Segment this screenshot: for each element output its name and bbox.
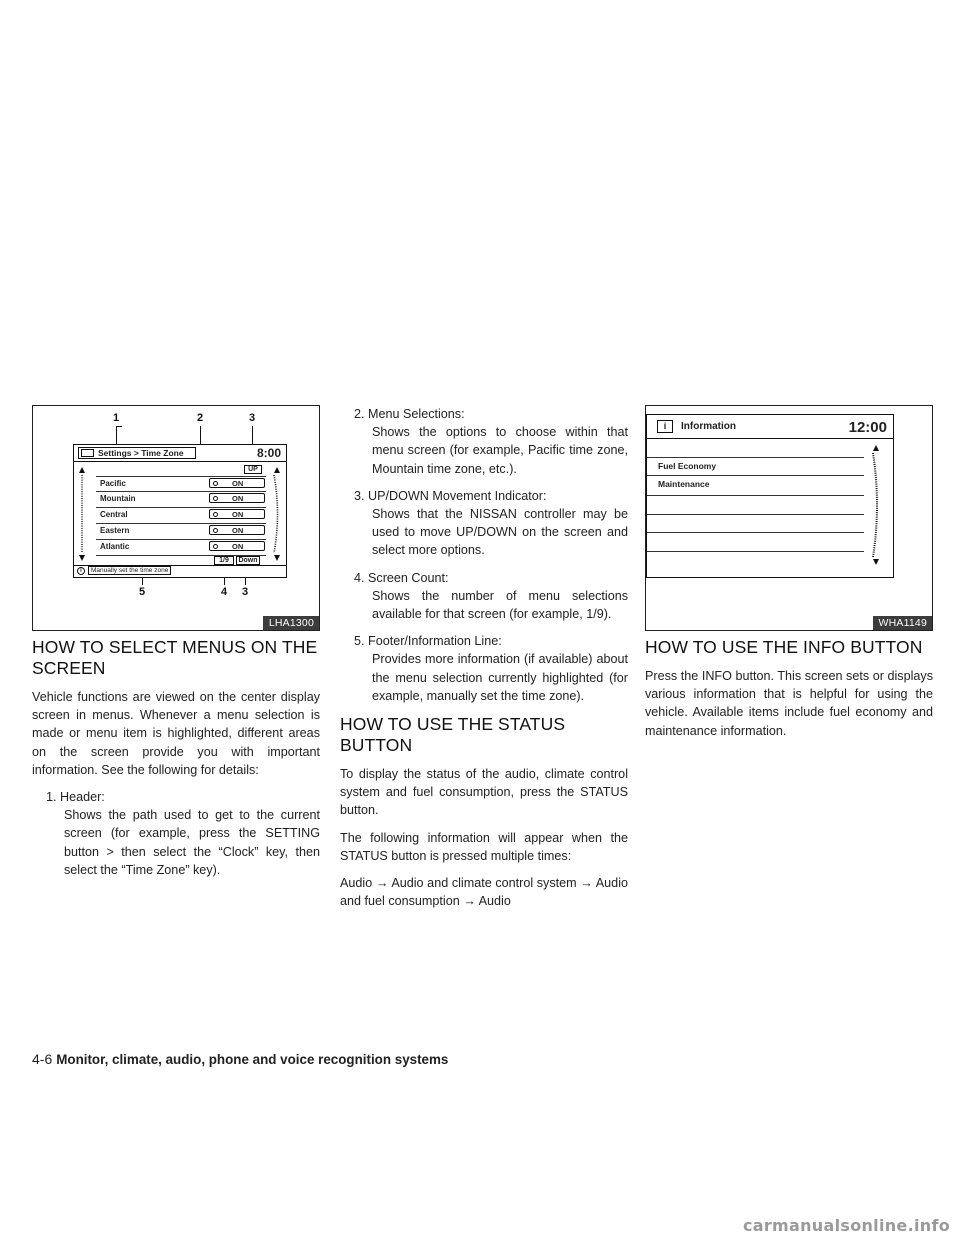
list-item-title: 2. Menu Selections: — [354, 407, 465, 421]
row-divider — [96, 539, 266, 540]
right-scroll-indicator — [271, 465, 283, 563]
callout-2: 2 — [197, 412, 204, 424]
row-divider — [647, 551, 864, 552]
list-header — [32, 788, 320, 879]
list-footer-line — [340, 632, 628, 705]
screen-count: 1/9 — [214, 556, 234, 565]
info-icon: i — [657, 420, 673, 433]
list-menu-selections — [340, 405, 628, 478]
clock: 12:00 — [848, 419, 887, 436]
middle-column — [340, 405, 628, 910]
screen-header-bar — [74, 445, 286, 462]
section-title: Monitor, climate, audio, phone and voice recognition systems — [56, 1052, 449, 1067]
list-updown — [340, 487, 628, 560]
paragraph-status-3: Audio → Audio and climate control system → Audio and fuel consumption → Audio — [340, 876, 628, 909]
right-scroll-indicator — [869, 443, 883, 567]
right-column — [645, 405, 933, 740]
menu-item-maintenance: Maintenance — [658, 479, 710, 489]
row-divider — [647, 495, 864, 496]
row-divider — [647, 514, 864, 515]
screen-footer — [74, 565, 286, 577]
callout-1: 1 — [113, 412, 120, 424]
callout-3-top: 3 — [249, 412, 256, 424]
menu-item-label: Mountain — [100, 494, 136, 503]
list-screen-count — [340, 569, 628, 624]
callout-4: 4 — [221, 586, 228, 598]
menu-item-toggle: ON — [209, 493, 265, 503]
list-item-title: 3. UP/DOWN Movement Indicator: — [354, 488, 547, 503]
figure-code: LHA1300 — [263, 616, 319, 630]
list-item-title: 5. Footer/Information Line: — [354, 634, 502, 649]
figure-time-zone-screen — [32, 405, 320, 631]
clock: 8:00 — [256, 446, 281, 460]
header-path: Settings > Time Zone — [98, 448, 184, 458]
menu-item-fuel-economy: Fuel Economy — [658, 461, 717, 471]
paragraph-info: Press the INFO button. This screen sets or displays various information that is helpful for using the vehicle. Available items include fuel economy and maintenance information. — [645, 669, 933, 738]
section-heading-status-button: HOW TO USE THE STATUS BUTTON — [340, 714, 566, 756]
time-zone-screen — [73, 444, 287, 578]
section-heading-select-menus: HOW TO SELECT MENUS ON THE SCREEN — [32, 637, 318, 678]
menu-item-toggle: ON — [209, 541, 265, 551]
row-divider — [96, 523, 266, 524]
row-divider — [647, 475, 864, 476]
info-icon: i — [77, 567, 85, 575]
row-divider — [96, 476, 266, 477]
menu-item-toggle: ON — [209, 509, 265, 519]
list-item-desc: Shows the options to choose within that menu screen (for example, Pacific time zone, Mountain time zone, etc.). — [372, 425, 628, 476]
left-column — [32, 405, 320, 879]
leader-line-1 — [116, 426, 117, 444]
screen-title: Information — [681, 421, 736, 432]
watermark: carmanualsonline.info — [742, 1216, 950, 1235]
list-item-title: 1. Header: — [46, 790, 105, 805]
screen-header-bar — [647, 415, 893, 439]
up-indicator: UP — [244, 465, 262, 474]
section-heading-info-button: HOW TO USE THE INFO BUTTON — [645, 637, 923, 657]
screen-header — [78, 447, 196, 459]
list-item-title: 4. Screen Count: — [354, 570, 449, 585]
row-divider — [647, 457, 864, 458]
callout-5: 5 — [139, 586, 146, 598]
figure-code: WHA1149 — [873, 616, 932, 630]
row-divider — [96, 507, 266, 508]
list-item-desc: Shows that the NISSAN controller may be used to move UP/DOWN on the screen and select more options. — [372, 507, 628, 558]
page-footer — [32, 1051, 448, 1067]
paragraph-status-1: To display the status of the audio, climate control system and fuel consumption, press the STATUS button. — [340, 767, 628, 818]
information-screen — [646, 414, 894, 578]
left-scroll-indicator — [77, 465, 87, 563]
list-item-desc: Shows the path used to get to the current screen (for example, press the SETTING button > then select the “Clock” key, then select the “Time Zone” key). — [64, 808, 320, 877]
callout-3-bottom: 3 — [242, 586, 249, 598]
down-indicator: Down — [236, 556, 260, 565]
menu-item-label: Atlantic — [100, 542, 130, 551]
page-number: 4-6 — [32, 1051, 53, 1067]
keyboard-icon — [81, 449, 94, 457]
paragraph-intro: Vehicle functions are viewed on the center display screen in menus. Whenever a menu selection is made or menu item is highlighted, different areas on the screen provide you with important information. See the following for details: — [32, 690, 320, 777]
menu-item-toggle: ON — [209, 525, 265, 535]
footer-message: Manually set the time zone — [88, 566, 171, 575]
list-item-desc: Shows the number of menu selections available for that screen (for example, 1/9). — [372, 588, 628, 622]
leader-line-1h — [116, 426, 122, 427]
row-divider — [647, 532, 864, 533]
menu-item-label: Pacific — [100, 479, 126, 488]
paragraph-status-2: The following information will appear when the STATUS button is pressed multiple times: — [340, 830, 628, 863]
menu-item-label: Eastern — [100, 526, 130, 535]
row-divider — [96, 491, 266, 492]
list-item-desc: Provides more information (if available) about the menu selection currently highlighted (for example, manually set the time zone). — [372, 652, 628, 703]
menu-item-toggle: ON — [209, 478, 265, 488]
menu-item-label: Central — [100, 510, 128, 519]
figure-information-screen — [645, 405, 933, 631]
